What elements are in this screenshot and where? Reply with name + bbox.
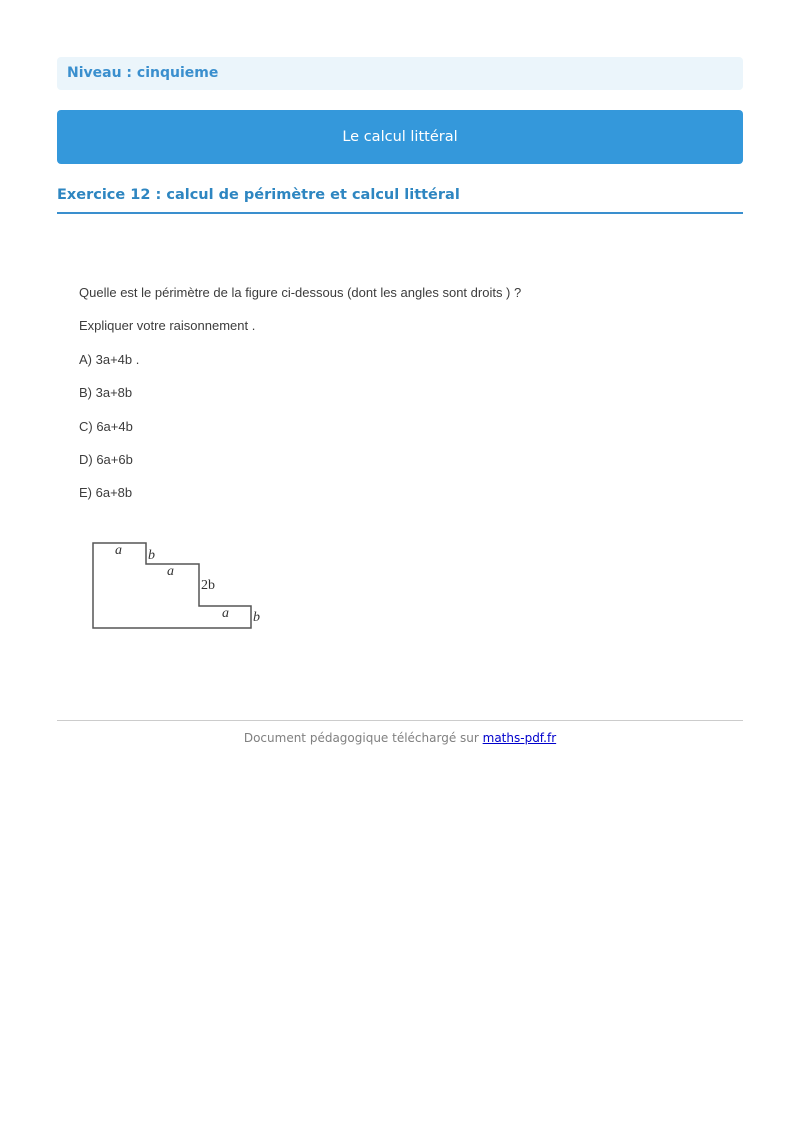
- answer-option-b: B) 3a+8b: [79, 385, 133, 401]
- question-text: Quelle est le périmètre de la figure ci-dessous (dont les angles sont droits ) ?: [79, 285, 522, 300]
- label-first-b: b: [148, 548, 155, 563]
- answer-option-d: D) 6a+6b: [79, 451, 133, 467]
- answer-option-c: C) 6a+4b: [79, 418, 133, 434]
- label-two-b: 2b: [201, 578, 215, 593]
- footer-link[interactable]: maths-pdf.fr: [482, 731, 557, 745]
- footer-divider: [57, 720, 743, 721]
- label-last-b: b: [253, 610, 260, 625]
- answer-option-e: E) 6a+8b: [79, 485, 133, 501]
- exercise-content: [79, 283, 719, 517]
- exercise-title: Exercice 12 : calcul de périmètre et calcul littéral: [57, 184, 743, 214]
- chapter-title-banner: Le calcul littéral: [57, 110, 743, 164]
- label-top-a: a: [115, 543, 122, 558]
- footer: [57, 731, 743, 745]
- label-middle-a: a: [167, 564, 174, 579]
- answer-option-a: A) 3a+4b .: [79, 351, 140, 367]
- label-bottom-a: a: [222, 606, 229, 621]
- staircase-figure: [85, 535, 275, 635]
- instruction-text: Expliquer votre raisonnement .: [79, 318, 256, 334]
- level-banner: Niveau : cinquieme: [57, 57, 743, 90]
- footer-text: Document pédagogique téléchargé sur: [243, 731, 483, 745]
